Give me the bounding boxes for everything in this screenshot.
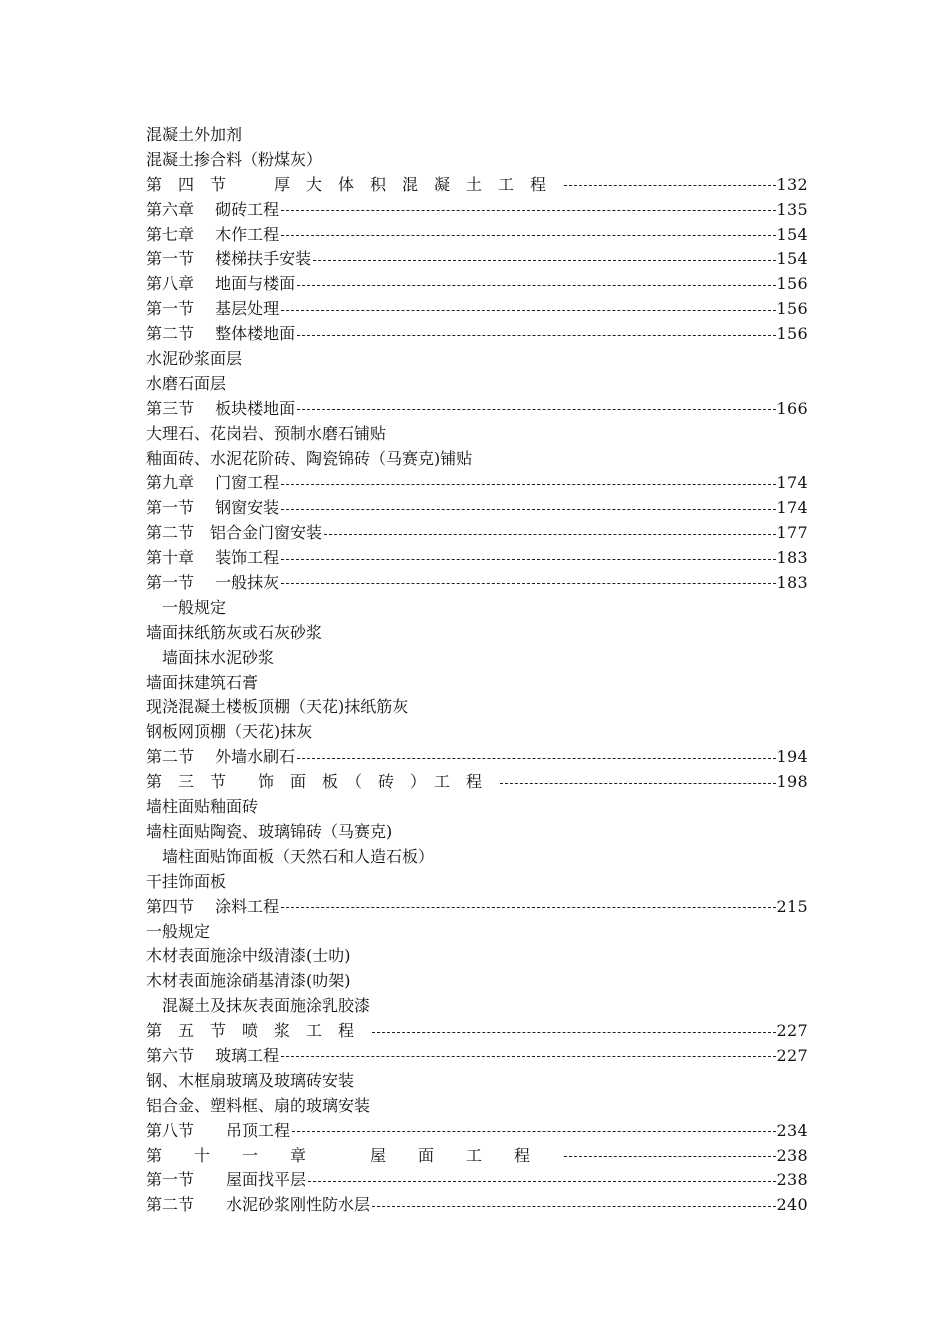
dot-leader — [372, 1206, 776, 1208]
toc-page-number: 166 — [776, 398, 808, 418]
dot-leader — [372, 1032, 776, 1034]
toc-subitem — [146, 695, 808, 720]
toc-subitem-text: 一般规定 — [146, 597, 227, 617]
dot-leader — [313, 260, 775, 262]
toc-page-number: 215 — [776, 896, 808, 916]
toc-page-number: 156 — [776, 324, 808, 344]
dot-leader — [500, 783, 776, 785]
toc-subitem — [146, 347, 808, 372]
toc-subitem-text: 钢、木框扇玻璃及玻璃砖安装 — [146, 1070, 355, 1090]
toc-page-number: 194 — [776, 747, 808, 767]
toc-entry — [146, 223, 808, 248]
toc-subitem — [146, 646, 808, 671]
toc-page-number: 238 — [776, 1170, 808, 1190]
toc-entry-title: 第一节 一般抹灰 — [146, 573, 280, 593]
toc-page-number: 183 — [776, 573, 808, 593]
toc-page-number: 238 — [776, 1145, 808, 1165]
toc-subitem — [146, 845, 808, 870]
toc-page-number: 154 — [776, 224, 808, 244]
toc-entry — [146, 471, 808, 496]
toc-subitem-text: 墙柱面贴饰面板（天然石和人造石板） — [146, 846, 435, 866]
dot-leader — [564, 185, 776, 187]
dot-leader — [324, 534, 776, 536]
toc-subitem-text: 干挂饰面板 — [146, 871, 227, 891]
toc-subitem-text: 混凝土掺合料（粉煤灰） — [146, 149, 323, 169]
toc-subitem — [146, 720, 808, 745]
dot-leader — [281, 1056, 775, 1058]
dot-leader — [297, 335, 775, 337]
toc-subitem-text: 墙面抹纸筋灰或石灰砂浆 — [146, 622, 323, 642]
dot-leader — [297, 285, 775, 287]
dot-leader — [281, 310, 775, 312]
toc-entry-title: 第 三 节 饰 面 板 （ 砖 ） 工 程 — [146, 772, 499, 792]
dot-leader — [281, 509, 775, 511]
toc-subitem-text: 墙面抹水泥砂浆 — [146, 647, 275, 667]
toc-entry-title: 第八节 吊顶工程 — [146, 1120, 291, 1140]
toc-entry-title: 第六节 玻璃工程 — [146, 1045, 280, 1065]
toc-entry — [146, 770, 808, 795]
toc-subitem-text: 一般规定 — [146, 921, 211, 941]
toc-subitem-text: 水磨石面层 — [146, 373, 227, 393]
toc-subitem — [146, 671, 808, 696]
toc-page-number: 156 — [776, 299, 808, 319]
toc-entry-title: 第一节 基层处理 — [146, 299, 280, 319]
toc-page-number: 183 — [776, 548, 808, 568]
toc-page-number: 174 — [776, 473, 808, 493]
toc-entry-title: 第一节 钢窗安装 — [146, 498, 280, 518]
toc-subitem — [146, 994, 808, 1019]
toc-entry — [146, 1168, 808, 1193]
dot-leader — [297, 409, 775, 411]
toc-entry — [146, 198, 808, 223]
toc-entry — [146, 272, 808, 297]
toc-entry — [146, 1144, 808, 1169]
toc-entry — [146, 521, 808, 546]
toc-entry — [146, 397, 808, 422]
toc-subitem-text: 现浇混凝土楼板顶棚（天花)抹纸筋灰 — [146, 697, 409, 717]
toc-subitem — [146, 447, 808, 472]
toc-subitem — [146, 123, 808, 148]
toc-page-number: 174 — [776, 498, 808, 518]
toc-entry — [146, 745, 808, 770]
toc-page-number: 135 — [776, 199, 808, 219]
toc-entry-title: 第二节 整体楼地面 — [146, 324, 296, 344]
toc-entry — [146, 1019, 808, 1044]
toc-entry — [146, 1193, 808, 1218]
toc-page-number: 234 — [776, 1120, 808, 1140]
toc-entry-title: 第二节 外墙水刷石 — [146, 747, 296, 767]
toc-page-number: 156 — [776, 274, 808, 294]
toc-page-number: 177 — [776, 523, 808, 543]
toc-subitem-text: 铝合金、塑料框、扇的玻璃安装 — [146, 1095, 371, 1115]
toc-entry-title: 第七章 木作工程 — [146, 224, 280, 244]
toc-subitem — [146, 1069, 808, 1094]
dot-leader — [281, 210, 775, 212]
toc-entry-title: 第八章 地面与楼面 — [146, 274, 296, 294]
toc-entry — [146, 571, 808, 596]
toc-subitem-text: 混凝土及抹灰表面施涂乳胶漆 — [146, 996, 371, 1016]
toc-subitem — [146, 596, 808, 621]
toc-subitem — [146, 870, 808, 895]
toc-entry-title: 第四节 涂料工程 — [146, 896, 280, 916]
toc-page-number: 240 — [776, 1195, 808, 1215]
toc-page-number: 132 — [776, 174, 808, 194]
toc-subitem — [146, 969, 808, 994]
toc-entry-title: 第一节 屋面找平层 — [146, 1170, 307, 1190]
toc-entry — [146, 247, 808, 272]
toc-entry — [146, 173, 808, 198]
toc-entry — [146, 496, 808, 521]
toc-subitem-text: 大理石、花岗岩、预制水磨石铺贴 — [146, 423, 387, 443]
toc-page-number: 154 — [776, 249, 808, 269]
toc-subitem-text: 混凝土外加剂 — [146, 125, 243, 144]
dot-leader — [281, 484, 775, 486]
toc-page-number: 227 — [776, 1021, 808, 1041]
toc-subitem — [146, 795, 808, 820]
toc-entry-title: 第 五 节 喷 浆 工 程 — [146, 1021, 371, 1041]
toc-subitem-text: 墙柱面贴釉面砖 — [146, 797, 259, 817]
toc-subitem-text: 木材表面施涂中级清漆(士叻) — [146, 946, 351, 966]
toc-entry-title: 第三节 板块楼地面 — [146, 398, 296, 418]
toc-page-number: 198 — [776, 772, 808, 792]
toc-entry — [146, 322, 808, 347]
toc-entry-title: 第 四 节 厚 大 体 积 混 凝 土 工 程 — [146, 174, 563, 194]
dot-leader — [564, 1156, 776, 1158]
toc-subitem — [146, 372, 808, 397]
toc-subitem — [146, 820, 808, 845]
toc-entry — [146, 1119, 808, 1144]
toc-subitem-text: 墙面抹建筑石膏 — [146, 672, 259, 692]
toc-entry-title: 第二节 水泥砂浆刚性防水层 — [146, 1195, 371, 1215]
dot-leader — [281, 583, 775, 585]
toc-entry — [146, 297, 808, 322]
table-of-contents — [146, 123, 808, 1218]
toc-subitem — [146, 422, 808, 447]
toc-entry-title: 第二节 铝合金门窗安装 — [146, 523, 323, 543]
toc-subitem — [146, 148, 808, 173]
dot-leader — [297, 758, 775, 760]
dot-leader — [308, 1181, 776, 1183]
dot-leader — [281, 559, 775, 561]
dot-leader — [281, 907, 775, 909]
toc-entry — [146, 895, 808, 920]
dot-leader — [281, 235, 775, 237]
toc-entry-title: 第一节 楼梯扶手安装 — [146, 249, 312, 269]
toc-subitem-text: 木材表面施涂硝基清漆(叻架) — [146, 971, 351, 991]
toc-entry — [146, 546, 808, 571]
toc-entry-title: 第九章 门窗工程 — [146, 473, 280, 493]
dot-leader — [292, 1131, 776, 1133]
toc-subitem — [146, 920, 808, 945]
toc-subitem-text: 墙柱面贴陶瓷、玻璃锦砖（马赛克) — [146, 821, 393, 841]
toc-subitem-text: 钢板网顶棚（天花)抹灰 — [146, 722, 313, 742]
toc-subitem — [146, 944, 808, 969]
toc-entry-title: 第 十 一 章 屋 面 工 程 — [146, 1145, 563, 1165]
toc-subitem — [146, 1094, 808, 1119]
toc-entry-title: 第十章 装饰工程 — [146, 548, 280, 568]
toc-subitem-text: 水泥砂浆面层 — [146, 349, 243, 369]
toc-entry-title: 第六章 砌砖工程 — [146, 199, 280, 219]
toc-subitem — [146, 621, 808, 646]
toc-subitem-text: 釉面砖、水泥花阶砖、陶瓷锦砖（马赛克)铺贴 — [146, 448, 473, 468]
toc-entry — [146, 1044, 808, 1069]
toc-page-number: 227 — [776, 1045, 808, 1065]
